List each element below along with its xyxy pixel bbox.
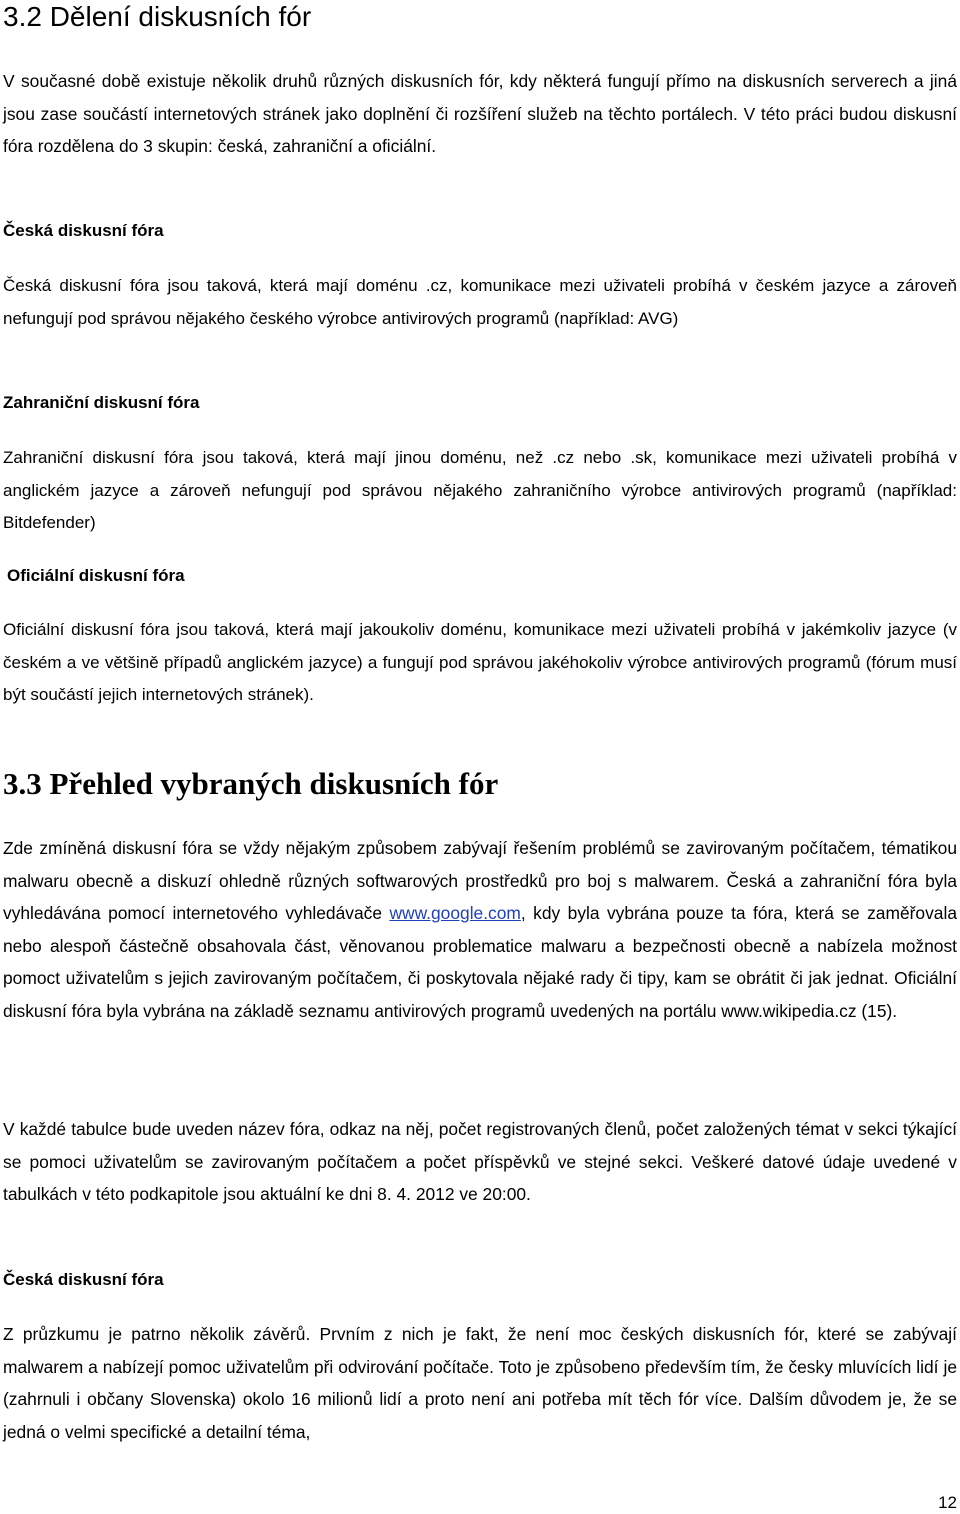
- czech-forums-text: Česká diskusní fóra jsou taková, která mají doménu .cz, komunikace mezi uživateli probíhá v českém jazyce a zároveň nefungují pod správou nějakého českého výrobce antivirových programů (například: AVG): [3, 276, 957, 328]
- official-forums-text: Oficiální diskusní fóra jsou taková, která mají jakoukoliv doménu, komunikace mezi uživateli probíhá v jakémkoliv jazyce (v českém a ve většině případů anglickém jazyce) a fungují pod správou jakéhokoliv výrobce antivirových programů (fórum musí být součástí jejich internetových stránek).: [3, 620, 957, 704]
- section-3-3-paragraph-2: V každé tabulce bude uveden název fóra, odkaz na něj, počet registrovaných členů, počet založených témat v sekci týkající se pomoci uživatelům se zavirovaným počítačem a počet příspěvků ve stejné sekci. Veškeré datové údaje uvedené v tabulkách v této podkapitole jsou aktuální ke dni 8. 4. 2012 ve 20:00.: [3, 1119, 957, 1204]
- section-3-3-title: 3.3 Přehled vybraných diskusních fór: [3, 766, 499, 801]
- section-3-3-paragraph-1: [3, 832, 957, 1027]
- foreign-forums-text: Zahraniční diskusní fóra jsou taková, která mají jinou doménu, než .cz nebo .sk, komunikace mezi uživateli probíhá v anglickém jazyce a zároveň nefungují pod správou nějakého zahraničního výrobce antivirových programů (například: Bitdefender): [3, 448, 957, 532]
- paragraph-1-text-start: Zde zmíněná diskusní fóra se vždy nějakým způsobem zabývají řešením problémů se zavirovaným počítačem, tématikou malwaru obecně a diskuzí ohledně různých softwarových prostředků pro boj s malwarem. Česká a zahraniční fóra byla vyhledávána pomocí internetového vyhledávače: [3, 838, 957, 923]
- section-3-2-title: 3.2 Dělení diskusních fór: [3, 1, 312, 32]
- official-forums-heading: Oficiální diskusní fóra: [7, 566, 185, 585]
- page-number: 12: [938, 1493, 957, 1512]
- paragraph-1-text-end: , kdy byla vybrána pouze ta fóra, která se zaměřovala nebo alespoň částečně obsahovala část, věnovanou problematice malwaru a bezpečnosti obecně a nabízela možnost pomoct uživatelům s jejich zavirovaným počítačem, či poskytovala nějaké rady či tipy, kam se obrátit či jak jednat. Oficiální diskusní fóra byla vybrána na základě seznamu antivirových programů uvedených na portálu www.wikipedia.cz (15).: [3, 903, 957, 1021]
- google-link[interactable]: www.google.com: [389, 903, 521, 923]
- section-3-3-paragraph-3: Z průzkumu je patrno několik závěrů. Prvním z nich je fakt, že není moc českých diskusních fór, které se zabývají malwarem a nabízejí pomoc uživatelům při odvirování počítače. Toto je způsobeno především tím, že česky mluvících lidí je (zahrnuli i občany Slovenska) okolo 16 milionů lidí a proto není ani potřeba mít těch fór více. Dalším důvodem je, že se jedná o velmi specifické a detailní téma,: [3, 1324, 957, 1442]
- czech-forums-heading: Česká diskusní fóra: [3, 221, 164, 240]
- section-3-2-intro: V současné době existuje několik druhů různých diskusních fór, kdy některá fungují přímo na diskusních serverech a jiná jsou zase součástí internetových stránek jako doplnění či rozšíření služeb na těchto portálech. V této práci budou diskusní fóra rozdělena do 3 skupin: česká, zahraniční a oficiální.: [3, 71, 957, 156]
- foreign-forums-heading: Zahraniční diskusní fóra: [3, 393, 200, 412]
- czech-forums-heading-2: Česká diskusní fóra: [3, 1270, 164, 1289]
